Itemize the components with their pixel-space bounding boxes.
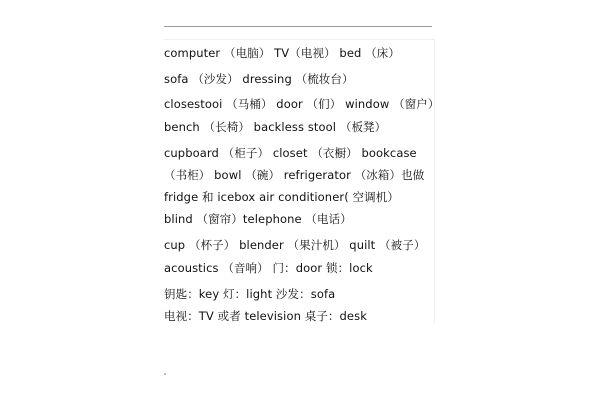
- text-line-11: 钥匙：key 灯：light 沙发：sofa: [164, 287, 336, 301]
- text-line-8: blind （窗帘）telephone （电话）: [164, 212, 352, 226]
- text-line-1: computer （电脑） TV（电视） bed （床）: [164, 46, 400, 60]
- header-rule: [164, 26, 432, 27]
- text-line-5: cupboard （柜子） closet （衣橱） bookcase: [164, 146, 417, 160]
- text-line-6: （书柜） bowl （碗） refrigerator （冰箱）也做: [164, 168, 425, 182]
- page-marker-dot: [164, 373, 166, 375]
- text-line-12: 电视：TV 或者 television 桌子：desk: [164, 309, 367, 323]
- text-line-10: acoustics （音响） 门：door 锁：lock: [164, 261, 373, 275]
- vocabulary-text-block: [164, 39, 440, 324]
- text-line-3: closestooi （马桶） door （们） window （窗户）: [164, 97, 440, 111]
- text-line-4: bench （长椅） backless stool （板凳）: [164, 120, 387, 134]
- text-line-9: cup （杯子） blender （果汁机） quilt （被子）: [164, 238, 426, 252]
- text-line-2: sofa （沙发） dressing （梳妆台）: [164, 72, 354, 86]
- text-line-7: fridge 和 icebox air conditioner( 空调机）: [164, 190, 399, 204]
